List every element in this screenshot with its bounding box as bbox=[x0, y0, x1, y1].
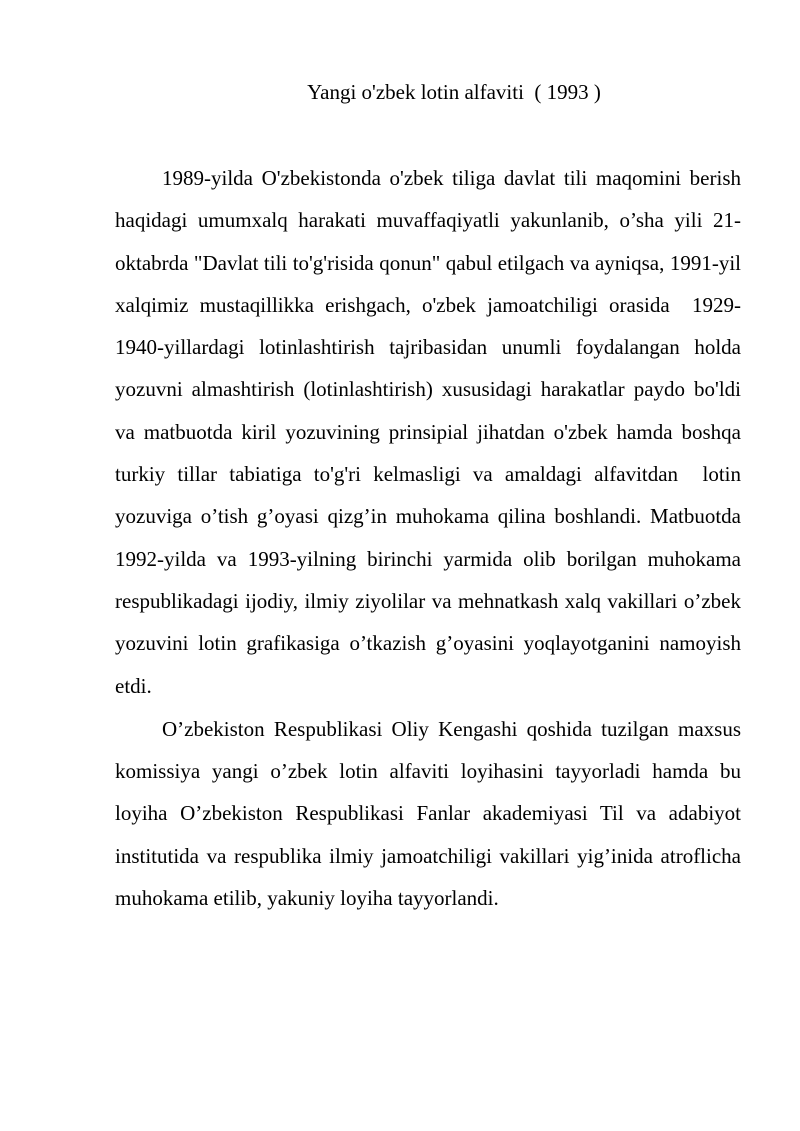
document-body bbox=[115, 157, 752, 919]
paragraph-2: O’zbekiston Respublikasi Oliy Kengashi qoshida tuzilgan maxsus komissiya yangi o’zbek lotin alfaviti loyihasini tayyorladi hamda bu loyiha O’zbekiston Respublikasi Fanlar akademiyasi Til va adabiyot institutida va respublika ilmiy jamoatchiligi vakillari yig’inida atroflicha muhokama etilib, yakuniy loyiha tayyorlandi. bbox=[115, 716, 747, 911]
document-title: Yangi o'zbek lotin alfaviti ( 1993 ) bbox=[307, 80, 601, 104]
paragraph-1: 1989-yilda O'zbekistonda o'zbek tiliga davlat tili maqomini berish haqidagi umumxalq harakati muvaffaqiyatli yakunlanib, o’sha yili 21-oktabrda "Davlat tili to'g'risida qonun" qabul etilgach va ayniqsa, 1991-yil xalqimiz mustaqillikka erishgach, o'zbek jamoatchiligi orasida 1929-1940-yillardagi lotinlashtirish tajribasidan unumli foydalangan holda yozuvni almashtirish (lotinlashtirish) xususidagi harakatlar paydo bo'ldi va matbuotda kiril yozuvining prinsipial jihatdan o'zbek hamda boshqa turkiy tillar tabiatiga to'g'ri kelmasligi va amaldagi alfavitdan lotin yozuviga o’tish g’oyasi qizg’in muhokama qilina boshlandi. Matbuotda 1992-yilda va 1993-yilning birinchi yarmida olib borilgan muhokama respublikadagi ijodiy, ilmiy ziyolilar va mehnatkash xalq vakillari o’zbek yozuvini lotin grafikasiga o’tkazish g’oyasini yoqlayotganini namoyish etdi. bbox=[115, 166, 752, 698]
